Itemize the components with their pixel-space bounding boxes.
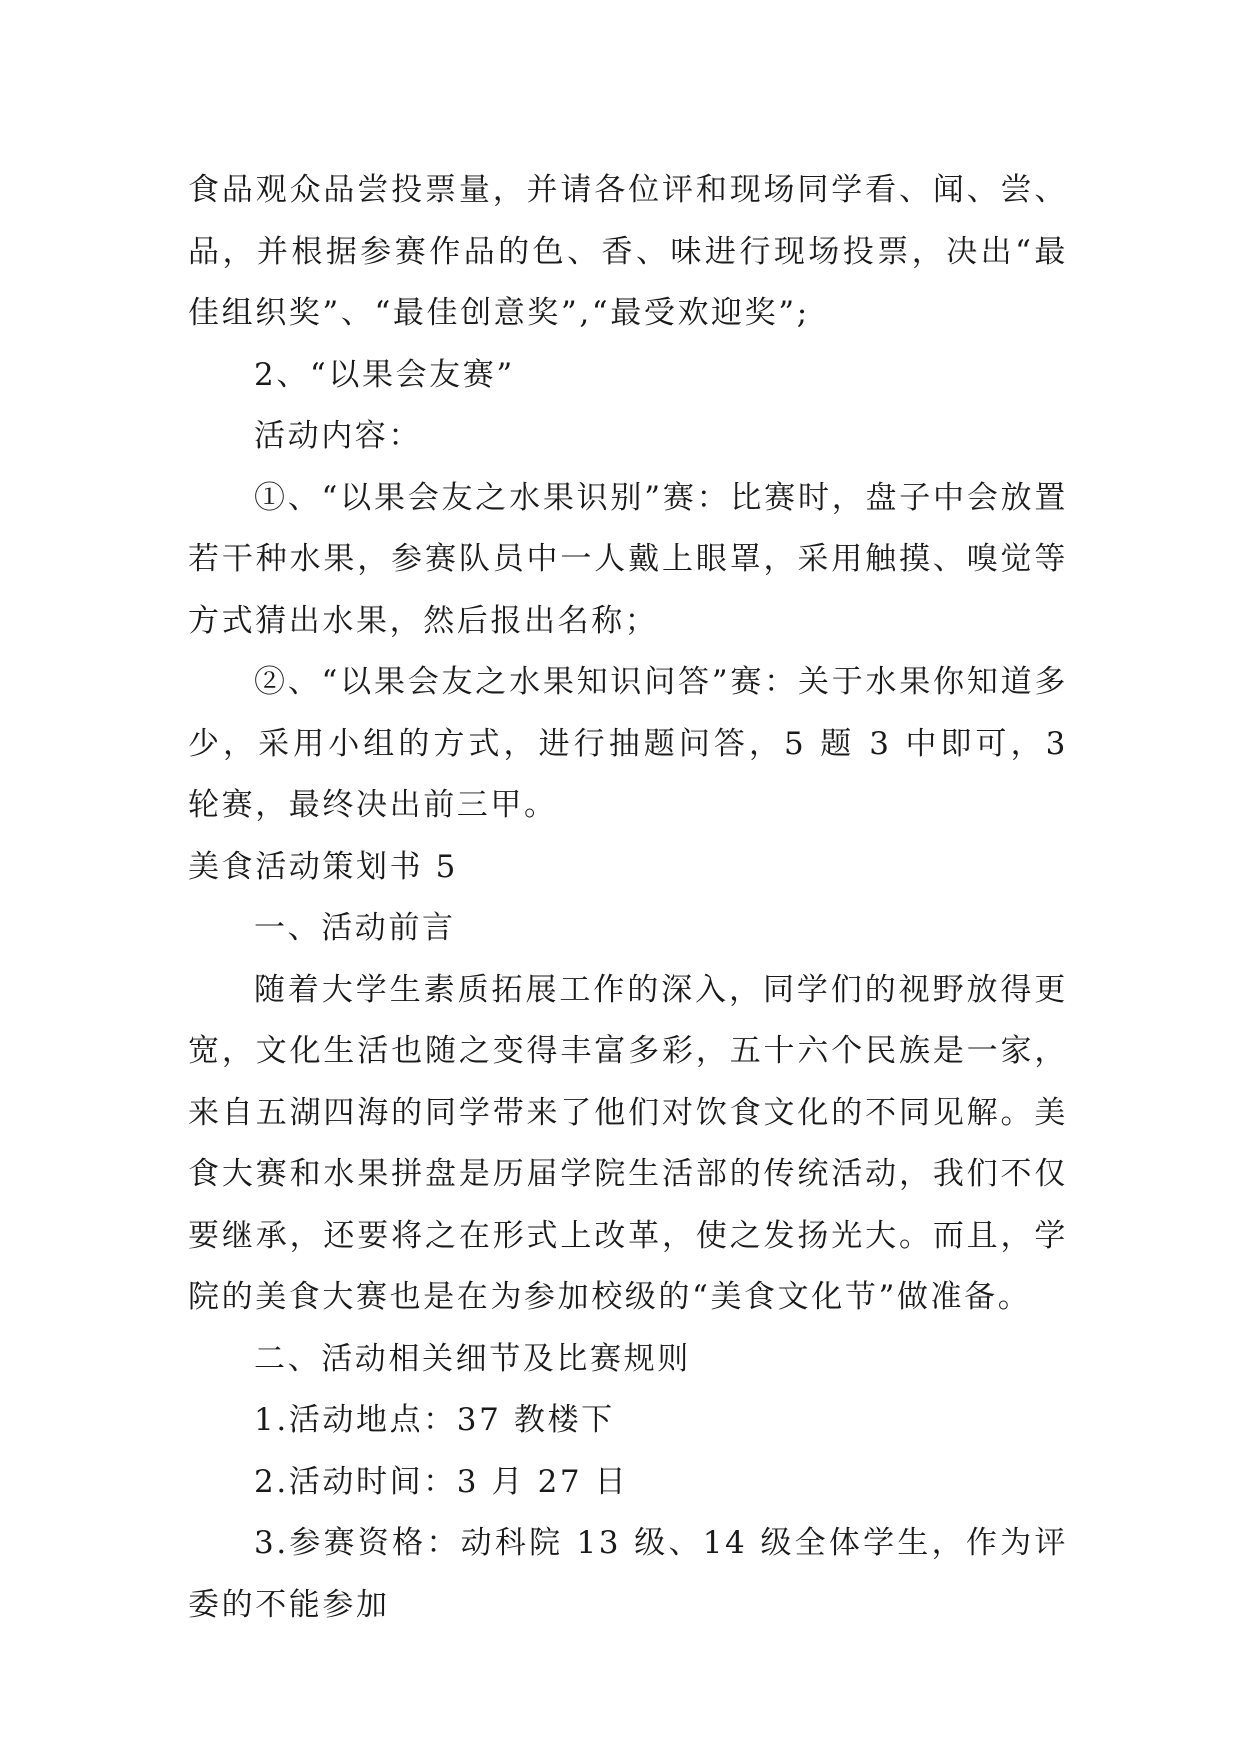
heading-activity-details-rules: 二、活动相关细节及比赛规则 bbox=[254, 1340, 691, 1377]
paragraph-activity-content-label: 活动内容： bbox=[254, 418, 422, 454]
paragraph-preface-body: 随着大学生素质拓展工作的深入，同学们的视野放得更宽，文化生活也随之变得丰富多彩，五十六个民族是一家，来自五湖四海的同学带来了他们对饮食文化的不同见解。美食大赛和水果拼盘是历届学院生活部的传统活动，我们不仅要继承，还要将之在形式上改革，使之发扬光大。而且，学院的美食大赛也是在为参加校级的“美食文化节”做准备。 bbox=[188, 971, 1068, 1315]
paragraph-voting-continuation: 食品观众品尝投票量，并请各位评和现场同学看、闻、尝、品，并根据参赛作品的色、香、味进行现场投票，决出“最佳组织奖”、“最佳创意奖”,“最受欢迎奖”; bbox=[188, 172, 1068, 331]
paragraph-activity-location: 1.活动地点：37 教楼下 bbox=[254, 1402, 615, 1438]
paragraph-eligibility: 3.参赛资格：动科院 13 级、14 级全体学生，作为评委的不能参加 bbox=[188, 1525, 1068, 1623]
paragraph-activity-time: 2.活动时间：3 月 27 日 bbox=[254, 1463, 629, 1500]
paragraph-fruit-identification: ①、“以果会友之水果识别”赛：比赛时，盘子中会放置若干种水果，参赛队员中一人戴上眼罩，采用触摸、嗅觉等方式猜出水果，然后报出名称； bbox=[188, 479, 1068, 639]
paragraph-fruit-quiz: ②、“以果会友之水果知识问答”赛：关于水果你知道多少，采用小组的方式，进行抽题问答，5 题 3 中即可，3 轮赛，最终决出前三甲。 bbox=[188, 664, 1068, 823]
heading-activity-preface: 一、活动前言 bbox=[254, 910, 456, 946]
paragraph-fruit-friends-contest: 2、“以果会友赛” bbox=[254, 356, 515, 393]
section-title-plan-5: 美食活动策划书 5 bbox=[188, 848, 458, 885]
document-body bbox=[188, 160, 1068, 1636]
